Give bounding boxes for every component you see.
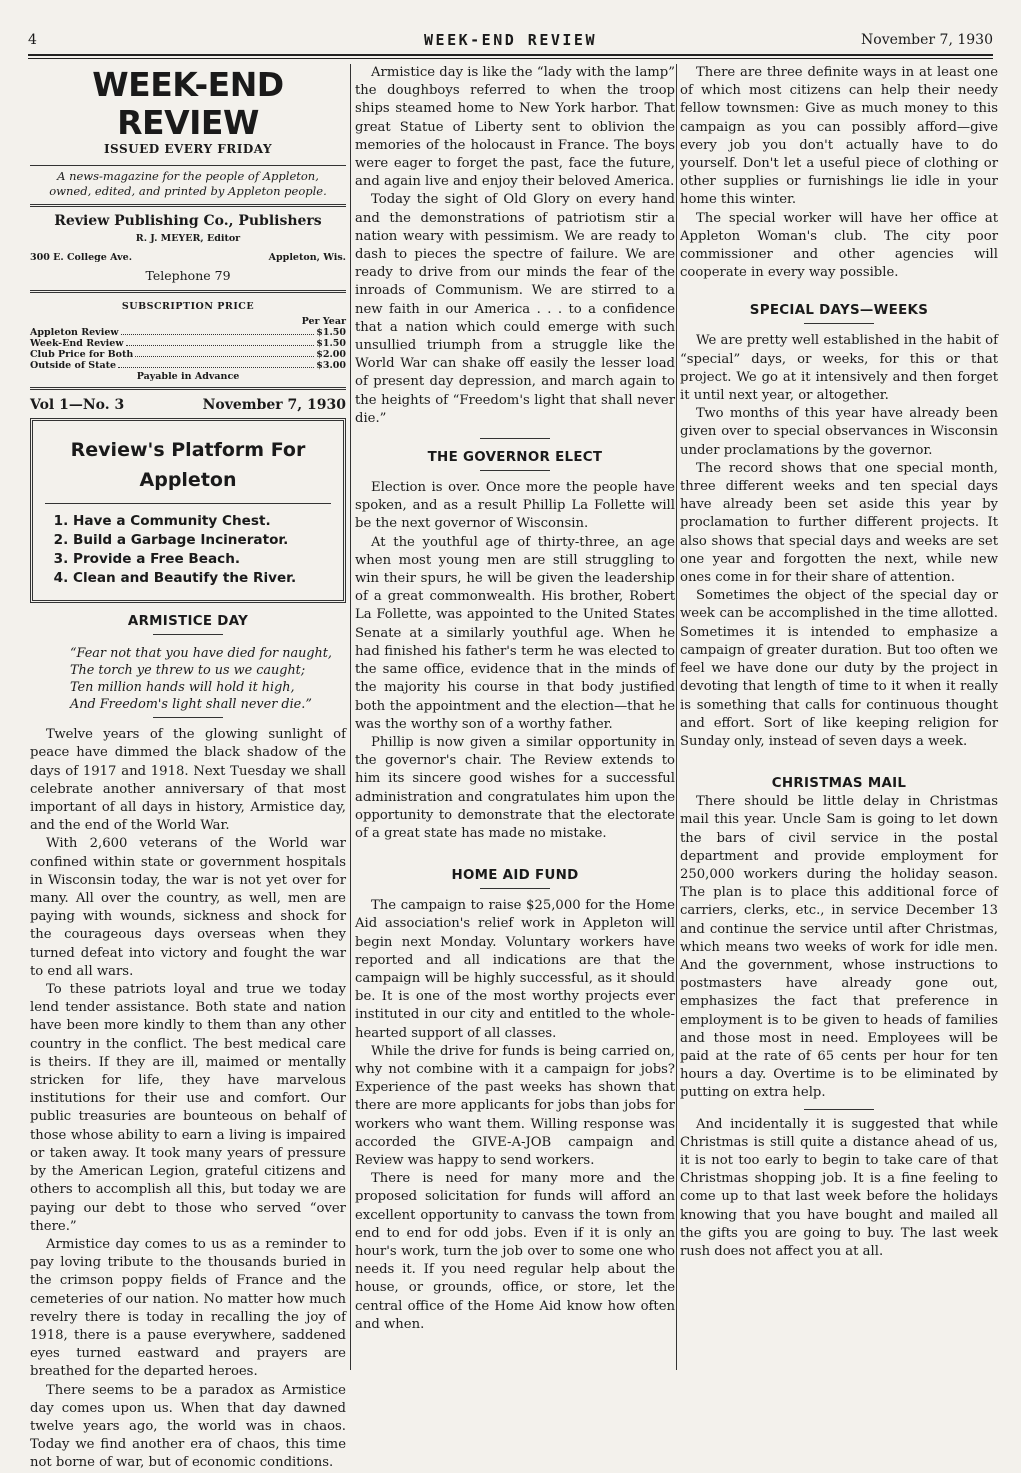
poem [30, 645, 346, 713]
paragraph: Phillip is now given a similar opportunity in the governor's chair. The Review extends to him its sincere good wishes for a successful administration and congratulates him upon the opportunity to demonstrate that the electorate of a great state has made no mistake. [355, 734, 675, 841]
article-heading: CHRISTMAS MAIL [771, 776, 907, 792]
platform-item: 4. Clean and Beautify the River. [73, 569, 333, 588]
column-1 [30, 64, 346, 1471]
platform-item: 3. Provide a Free Beach. [73, 550, 333, 569]
article-heading: ARMISTICE DAY [127, 614, 249, 630]
address-street: 300 E. College Ave. [30, 251, 133, 263]
telephone: Telephone 79 [145, 267, 231, 283]
paragraph: Armistice day is like the “lady with the lamp” the doughboys referred to when the troop ships steamed home to New York harbor. That great Statue of Liberty sent to oblivion the memories of the holocaust in France. The boys were eager to forget the past, face the future, and again live and enjoy their beloved America. [355, 65, 675, 190]
price-value: $3.00 [316, 360, 346, 372]
divider [30, 290, 346, 293]
tagline-line: A news-magazine for the people of Appleton, [57, 169, 319, 184]
poem-line: And Freedom's light shall never die.” [70, 697, 312, 713]
per-year-label: Per Year [301, 316, 346, 328]
platform-item: 2. Build a Garbage Incinerator. [73, 531, 333, 550]
paragraph: At the youthful age of thirty-three, an age when most young men are still struggling to win their spurs, he will be given the leadership of a great commonwealth. His brother, Robert La Follette, was appointed to the United States Senate at a similarly youthful age. When he had finished his father's term he was elected to the same office, evidence that in the minds of the majority his course in that body justified both the appointment and the election—that he was the worthy son of a worthy father. [355, 534, 675, 732]
paragraph: We are pretty well established in the habit of “special” days, or weeks, for this or that project. We go at it intensively and then forget it until next year, or altogether. [680, 333, 998, 404]
article-heading: SPECIAL DAYS—WEEKS [749, 303, 929, 319]
page-number: 4 [28, 32, 37, 48]
price-row [30, 349, 346, 360]
editor: R. J. MEYER, Editor [135, 233, 241, 245]
running-title: WEEK-END REVIEW [424, 31, 597, 49]
price-list [30, 327, 346, 371]
column-divider [676, 64, 677, 1370]
divider [480, 438, 550, 439]
price-value: $1.50 [316, 338, 346, 350]
price-value: $2.00 [316, 349, 346, 361]
article-heading: HOME AID FUND [451, 868, 579, 884]
divider [153, 717, 223, 718]
platform-title [43, 435, 333, 495]
paragraph: There seems to be a paradox as Armistice day comes upon us. When that day dawned twelve years ago, the world was in chaos. Today we find another era of chaos, this time not borne of war, but of economic conditions. [30, 1382, 346, 1471]
divider [30, 165, 346, 166]
column-3 [680, 64, 998, 1370]
paragraph: There is need for many more and the proposed solicitation for funds will afford an excellent opportunity to canvass the town from end to end for odd jobs. Even if it is only an hour's work, turn the job over to some one who needs it. If you need regular help about the house, or grounds, office, or store, let the central office of the Home Aid know how often and when. [355, 1171, 675, 1332]
paragraph: The record shows that one special month, three different weeks and ten special days have already been set aside this year by proclamation to further different projects. It also shows that special days and weeks are set one year and forgotten the next, while new ones come in for their share of attention. [680, 460, 998, 586]
paragraph: Two months of this year have already been given over to special observances in Wisconsin under proclamations by the governor. [680, 406, 998, 458]
paragraph: The special worker will have her office at Appleton Woman's club. The city poor commissioner and other agencies will cooperate in every way possible. [680, 210, 998, 281]
divider [153, 634, 223, 635]
paragraph: The campaign to raise $25,000 for the Home Aid association's relief work in Appleton will begin next Monday. Voluntary workers have reported and all indications are that the campaign will be highly successful, as it should be. It is one of the most worthy projects ever instituted in our city and entitled to the whole-hearted support of all classes. [355, 898, 675, 1041]
paragraph: Today the sight of Old Glory on every hand and the demonstrations of patriotism stir a nation weary with pessimism. We are ready to dash to pieces the spectre of failure. We are ready to drive from our minds the fear of the inroads of Communism. We are stirred to a new faith in our America . . . to a confidence that a nation which could emerge with such unsullied triumph from a struggle like the World War can shake off easily the lesser load of present day depression, and march again to the heights of “Freedom's light that shall never die.” [355, 192, 675, 426]
price-value: $1.50 [316, 327, 346, 339]
address [30, 249, 346, 267]
paragraph: And incidentally it is suggested that while Christmas is still quite a distance ahead of us, it is not too early to begin to take care of that Christmas shopping job. It is a fine feeling to come up to that last week before the holidays knowing that you have bought and mailed all the gifts you are going to buy. The last week rush does not affect you at all. [680, 1116, 998, 1259]
paragraph: Twelve years of the glowing sunlight of peace have dimmed the black shadow of the days of 1917 and 1918. Next Tuesday we shall celebrate another anniversary of that most important of all days in history, Armistice day, and the end of the World War. [30, 727, 346, 834]
platform-title-line: Appleton [139, 469, 237, 492]
header-rule [28, 54, 993, 56]
paragraph: There are three definite ways in at least one of which most citizens can help their needy fellow townsmen: Give as much money to this campaign as you can possibly afford—give every job you don't actually have to do yourself. Don't let a useful piece of clothing or other supplies or furnishings lie idle in your home this winter. [680, 65, 998, 208]
volume-date: November 7, 1930 [202, 397, 346, 414]
price-label: Outside of State [30, 360, 117, 372]
paragraph: Sometimes the object of the special day or week can be accomplished in the time allotted. Sometimes it is intended to emphasize a campaign of greater duration. But too often we feel we have done our duty by the project in devoting that length of time to it when it really is something that calls for continuous thought and effort. Sort of like keeping religion for Sunday only, instead of seven days a week. [680, 588, 998, 749]
issued-line: ISSUED EVERY FRIDAY [103, 142, 273, 156]
payable-note: Payable in Advance [136, 371, 240, 383]
paragraph: Armistice day comes to us as a reminder to pay loving tribute to the thousands buried in the crimson poppy fields of France and the cemeteries of our nation. No matter how much revelry there is today in recalling the joy of 1918, there is a pause everywhere, saddened eyes turned eastward and prayers are breathed for the departed heroes. [30, 1236, 346, 1380]
paragraph: There should be little delay in Christmas mail this year. Uncle Sam is going to let down the bars of civil service in the postal department and provide employment for 250,000 workers during the holiday season. The plan is to place this additional force of carriers, clerks, etc., in service December 13 and continue the service until after Christmas, which means two weeks of work for idle men. And the government, whose instructions to postmasters have already gone out, emphasizes the fact that preference in employment is to be given to heads of families and those most in need. Employees will be paid at the rate of 65 cents per hour for ten hours a day. Overtime is to be eliminated by putting on extra help. [680, 794, 998, 1101]
tagline [30, 169, 346, 199]
price-label: Week-End Review [30, 338, 124, 350]
platform-list [43, 512, 333, 588]
running-date: November 7, 1930 [861, 32, 993, 48]
paragraph: To these patriots loyal and true we today lend tender assistance. Both state and nation have been more kindly to them than any other country in the conflict. The best medical care is theirs. If they are ill, maimed or mentally stricken for life, they have marvelous institutions for their use and comfort. Our public treasuries are bounteous on behalf of those whose ability to earn a living is impaired or taken away. It took many years of pressure by the American Legion, grateful citizens and others to accomplish all this, but today we are paying our debt to those who served “over there.” [30, 982, 346, 1234]
price-label: Appleton Review [30, 327, 119, 339]
divider [804, 1109, 874, 1110]
divider [804, 323, 874, 324]
article-heading: THE GOVERNOR ELECT [427, 450, 603, 466]
volume-line [30, 396, 346, 414]
divider [30, 204, 346, 207]
platform-box [30, 418, 346, 603]
platform-title-line: Review's Platform For [70, 439, 306, 462]
price-row [30, 338, 346, 349]
divider [30, 387, 346, 390]
column-divider [350, 64, 351, 1370]
paragraph: With 2,600 veterans of the World war confined within state or government hospitals in Wisconsin today, the war is not yet over for many. All over the country, as well, men are paying with wounds, sickness and shock for the courageous days overseas when they turned defeat into victory and fought the war to end all wars. [30, 836, 346, 979]
poem-line: The torch ye threw to us we caught; [70, 663, 306, 679]
platform-item: 1. Have a Community Chest. [73, 512, 333, 531]
price-label: Club Price for Both [30, 349, 134, 361]
running-header [28, 30, 993, 54]
paragraph: While the drive for funds is being carried on, why not combine with it a campaign for jobs? Experience of the past weeks has shown that there are more applicants for jobs than jobs for workers who want them. Willing response was accorded the GIVE-A-JOB campaign and Review was happy to send workers. [355, 1043, 675, 1168]
price-row [30, 360, 346, 371]
subscription-title: SUBSCRIPTION PRICE [121, 301, 255, 313]
price-row [30, 327, 346, 338]
paragraph: Election is over. Once more the people have spoken, and as a result Phillip La Follette will be the next governor of Wisconsin. [355, 480, 675, 532]
volume-number: Vol 1—No. 3 [30, 397, 125, 414]
divider [480, 888, 550, 889]
column-2 [355, 64, 675, 1370]
publisher: Review Publishing Co., Publishers [54, 213, 322, 230]
divider [45, 503, 331, 504]
divider [480, 470, 550, 471]
address-city: Appleton, Wis. [268, 251, 346, 263]
masthead-title: WEEK-END REVIEW [92, 65, 284, 142]
tagline-line: owned, edited, and printed by Appleton people. [49, 184, 327, 199]
header-rule-thin [28, 58, 993, 59]
poem-line: “Fear not that you have died for naught, [70, 646, 332, 662]
poem-line: Ten million hands will hold it high, [70, 680, 295, 696]
